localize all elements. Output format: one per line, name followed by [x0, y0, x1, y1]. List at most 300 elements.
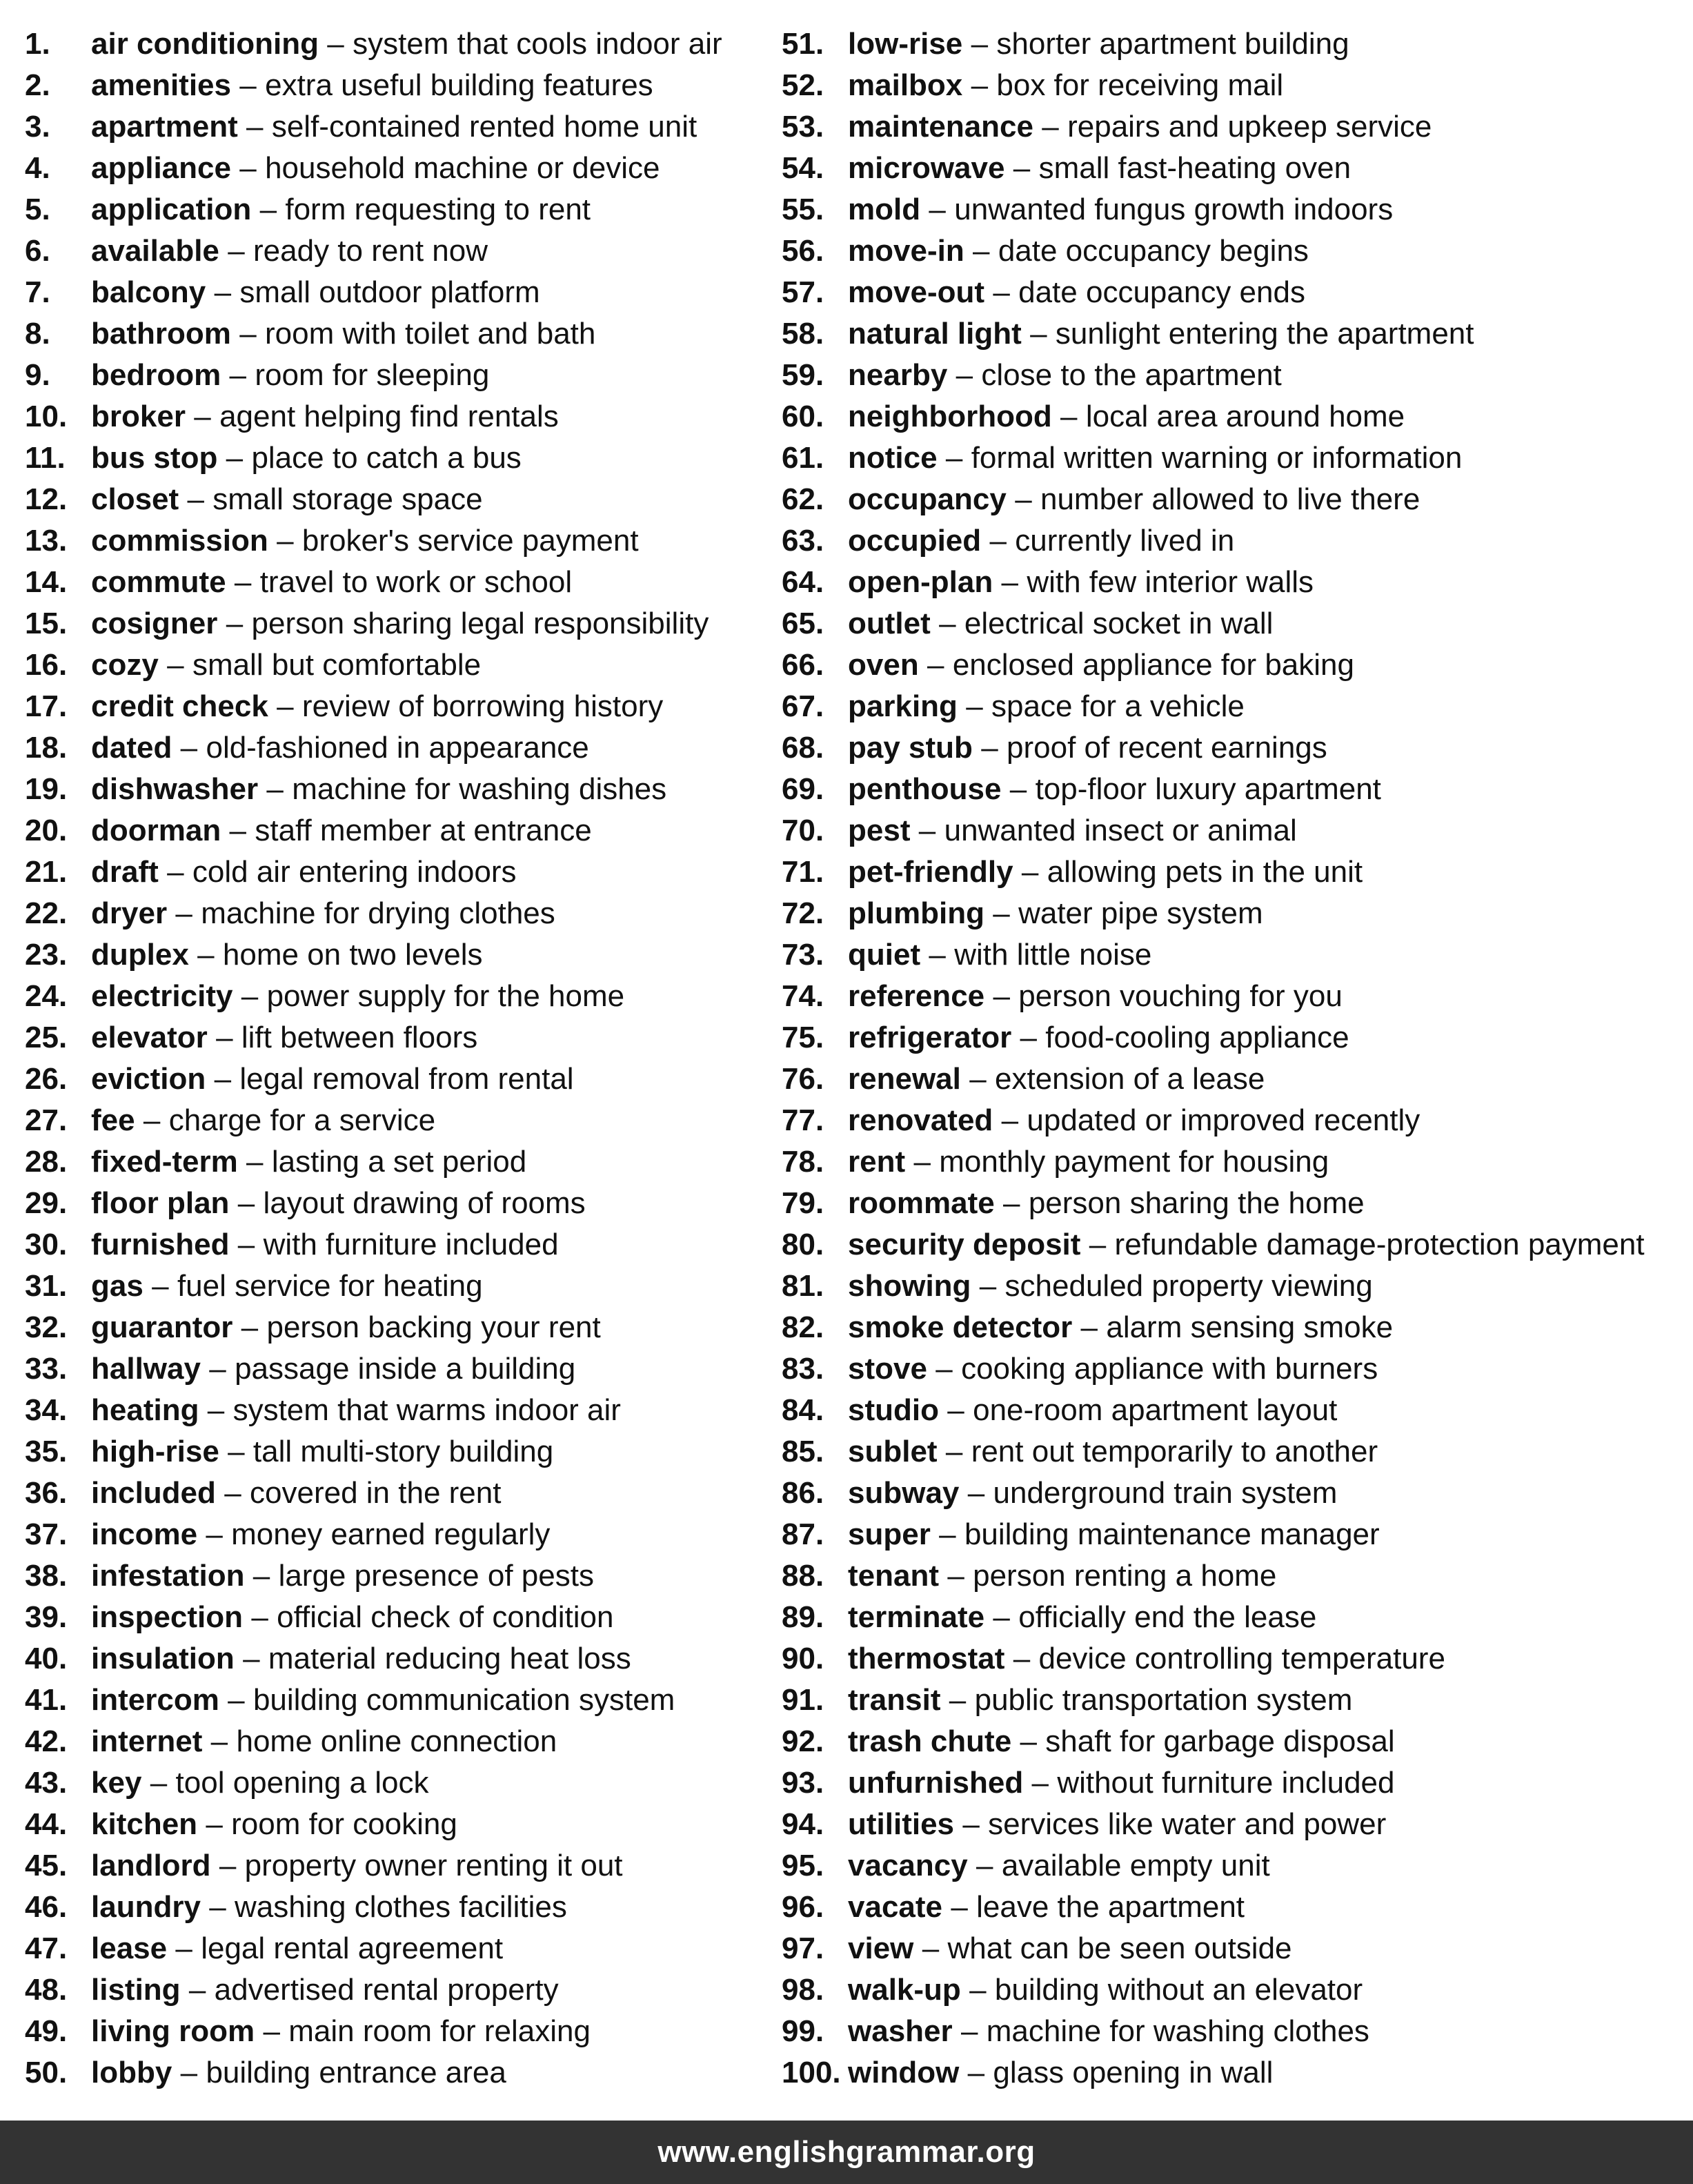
entry-separator: – [226, 441, 244, 475]
entry-separator: – [229, 814, 247, 847]
vocabulary-entry [782, 1514, 1679, 1555]
vocabulary-entry [782, 1638, 1679, 1680]
entry-term: lease [91, 1931, 168, 1965]
entry-definition: updated or improved recently [1027, 1103, 1420, 1137]
vocabulary-entry [25, 603, 770, 645]
entry-separator: – [967, 1476, 985, 1510]
entry-separator: – [927, 648, 944, 682]
entry-separator: – [1030, 317, 1047, 351]
entry-term: roommate [848, 1186, 995, 1220]
entry-definition: shaft for garbage disposal [1045, 1724, 1395, 1758]
entry-separator: – [241, 979, 259, 1013]
entry-term: studio [848, 1393, 939, 1427]
entry-term: dryer [91, 896, 168, 930]
entry-number: 67. [782, 689, 824, 723]
entry-term: hallway [91, 1352, 201, 1386]
vocabulary-column-right [782, 23, 1679, 2094]
entry-number: 98. [782, 1973, 824, 2007]
entry-number: 64. [782, 565, 824, 599]
entry-term: infestation [91, 1559, 245, 1593]
entry-separator: – [210, 1724, 228, 1758]
entry-separator: – [993, 896, 1010, 930]
vocabulary-entry [25, 727, 770, 769]
entry-term: rent [848, 1145, 906, 1179]
entry-term: refrigerator [848, 1021, 1012, 1054]
entry-term: bus stop [91, 441, 218, 475]
entry-definition: old-fashioned in appearance [206, 731, 589, 765]
entry-term: floor plan [91, 1186, 230, 1220]
entry-separator: – [219, 1849, 237, 1882]
entry-definition: space for a vehicle [991, 689, 1245, 723]
entry-definition: scheduled property viewing [1004, 1269, 1373, 1303]
entry-separator: – [989, 524, 1007, 558]
vocabulary-entry [782, 23, 1679, 65]
entry-separator: – [993, 1600, 1010, 1634]
entry-definition: charge for a service [168, 1103, 436, 1137]
entry-term: apartment [91, 110, 238, 144]
entry-definition: staff member at entrance [255, 814, 592, 847]
entry-separator: – [993, 979, 1010, 1013]
vocabulary-entry [25, 1804, 770, 1845]
entry-number: 65. [782, 607, 824, 640]
entry-number: 78. [782, 1145, 824, 1179]
vocabulary-entry [25, 852, 770, 893]
entry-term: living room [91, 2014, 255, 2048]
entry-term: pest [848, 814, 911, 847]
vocabulary-entry [782, 106, 1679, 148]
entry-number: 72. [782, 896, 824, 930]
entry-separator: – [956, 358, 973, 392]
entry-term: parking [848, 689, 958, 723]
entry-definition: room for sleeping [255, 358, 490, 392]
entry-number: 55. [782, 193, 824, 226]
entry-term: terminate [848, 1600, 985, 1634]
entry-separator: – [993, 275, 1010, 309]
vocabulary-entry [782, 148, 1679, 189]
entry-term: penthouse [848, 772, 1002, 806]
entry-term: income [91, 1517, 198, 1551]
entry-separator: – [175, 1931, 192, 1965]
entry-separator: – [922, 1931, 940, 1965]
entry-definition: available empty unit [1001, 1849, 1270, 1882]
vocabulary-entry [782, 645, 1679, 686]
entry-number: 17. [25, 689, 68, 723]
entry-separator: – [979, 1269, 997, 1303]
vocabulary-entry [782, 603, 1679, 645]
entry-separator: – [152, 1269, 169, 1303]
entry-separator: – [1021, 855, 1039, 889]
entry-number: 95. [782, 1849, 824, 1882]
entry-separator: – [228, 234, 245, 268]
entry-term: neighborhood [848, 400, 1052, 433]
entry-term: eviction [91, 1062, 206, 1096]
entry-separator: – [228, 1435, 245, 1468]
entry-number: 5. [25, 193, 50, 226]
entry-term: inspection [91, 1600, 244, 1634]
entry-term: notice [848, 441, 938, 475]
entry-definition: advertised rental property [214, 1973, 559, 2007]
entry-number: 24. [25, 979, 68, 1013]
entry-definition: number allowed to live there [1040, 482, 1420, 516]
entry-number: 1. [25, 27, 50, 61]
entry-definition: person vouching for you [1018, 979, 1343, 1013]
vocabulary-entry [25, 769, 770, 810]
entry-definition: room with toilet and bath [265, 317, 596, 351]
entry-number: 12. [25, 482, 68, 516]
entry-definition: repairs and upkeep service [1067, 110, 1432, 144]
entry-definition: material reducing heat loss [268, 1642, 631, 1675]
entry-number: 70. [782, 814, 824, 847]
entry-term: available [91, 234, 219, 268]
entry-number: 94. [782, 1807, 824, 1841]
entry-term: subway [848, 1476, 960, 1510]
entry-definition: official check of condition [277, 1600, 614, 1634]
entry-definition: glass opening in wall [993, 2056, 1274, 2089]
entry-term: thermostat [848, 1642, 1005, 1675]
entry-separator: – [929, 938, 946, 972]
vocabulary-entry [25, 1887, 770, 1928]
entry-number: 30. [25, 1228, 68, 1261]
entry-definition: with little noise [954, 938, 1152, 972]
entry-definition: tall multi-story building [253, 1435, 554, 1468]
vocabulary-entry [25, 1514, 770, 1555]
entry-definition: self-contained rented home unit [271, 110, 697, 144]
entry-number: 6. [25, 234, 50, 268]
vocabulary-entry [25, 106, 770, 148]
entry-separator: – [214, 1062, 232, 1096]
entry-term: dishwasher [91, 772, 259, 806]
entry-definition: building entrance area [206, 2056, 506, 2089]
entry-number: 15. [25, 607, 68, 640]
vocabulary-entry [782, 1100, 1679, 1141]
entry-separator: – [241, 1310, 259, 1344]
entry-number: 21. [25, 855, 68, 889]
vocabulary-entry [782, 727, 1679, 769]
entry-definition: cold air entering indoors [192, 855, 517, 889]
entry-definition: leave the apartment [976, 1890, 1245, 1924]
entry-number: 8. [25, 317, 50, 351]
entry-definition: with few interior walls [1027, 565, 1314, 599]
entry-term: washer [848, 2014, 953, 2048]
entry-number: 61. [782, 441, 824, 475]
vocabulary-entry [25, 148, 770, 189]
entry-separator: – [1089, 1228, 1107, 1261]
vocabulary-entry [25, 934, 770, 976]
entry-definition: allowing pets in the unit [1047, 855, 1363, 889]
entry-separator: – [239, 317, 257, 351]
entry-number: 43. [25, 1766, 68, 1800]
vocabulary-entry [782, 1804, 1679, 1845]
entry-term: bathroom [91, 317, 231, 351]
entry-number: 13. [25, 524, 68, 558]
entry-definition: cooking appliance with burners [961, 1352, 1378, 1386]
entry-number: 81. [782, 1269, 824, 1303]
entry-definition: agent helping find rentals [219, 400, 559, 433]
entry-number: 4. [25, 151, 50, 185]
entry-definition: shorter apartment building [996, 27, 1349, 61]
entry-term: broker [91, 400, 186, 433]
vocabulary-entry [25, 1845, 770, 1887]
vocabulary-entry [782, 479, 1679, 520]
entry-term: move-out [848, 275, 984, 309]
entry-term: gas [91, 1269, 143, 1303]
entry-definition: water pipe system [1018, 896, 1263, 930]
entry-definition: without furniture included [1057, 1766, 1395, 1800]
entry-number: 20. [25, 814, 68, 847]
entry-number: 59. [782, 358, 824, 392]
vocabulary-entry [782, 1183, 1679, 1224]
entry-term: unfurnished [848, 1766, 1024, 1800]
entry-definition: underground train system [993, 1476, 1338, 1510]
entry-term: view [848, 1931, 914, 1965]
entry-separator: – [1013, 151, 1031, 185]
entry-number: 26. [25, 1062, 68, 1096]
entry-definition: person renting a home [973, 1559, 1277, 1593]
vocabulary-entry [782, 852, 1679, 893]
entry-number: 50. [25, 2056, 68, 2089]
vocabulary-entry [782, 1059, 1679, 1100]
entry-term: sublet [848, 1435, 938, 1468]
entry-number: 33. [25, 1352, 68, 1386]
vocabulary-entry [25, 1680, 770, 1721]
entry-separator: – [1080, 1310, 1098, 1344]
vocabulary-entry [782, 769, 1679, 810]
entry-separator: – [918, 814, 936, 847]
entry-definition: device controlling temperature [1038, 1642, 1445, 1675]
entry-term: super [848, 1517, 931, 1551]
vocabulary-entry [25, 230, 770, 272]
vocabulary-column-left [25, 23, 770, 2094]
entry-number: 100. [782, 2056, 841, 2089]
vocabulary-entry [782, 1969, 1679, 2011]
entry-number: 45. [25, 1849, 68, 1882]
entry-term: mailbox [848, 68, 963, 102]
entry-term: furnished [91, 1228, 230, 1261]
vocabulary-entry [782, 1928, 1679, 1969]
vocabulary-entry [782, 1390, 1679, 1431]
entry-number: 37. [25, 1517, 68, 1551]
entry-term: landlord [91, 1849, 211, 1882]
entry-separator: – [969, 1062, 987, 1096]
entry-definition: rent out temporarily to another [971, 1435, 1378, 1468]
entry-definition: ready to rent now [253, 234, 488, 268]
entry-term: vacancy [848, 1849, 968, 1882]
entry-number: 32. [25, 1310, 68, 1344]
vocabulary-entry [25, 1969, 770, 2011]
entry-definition: building without an elevator [994, 1973, 1363, 2007]
entry-number: 75. [782, 1021, 824, 1054]
entry-separator: – [209, 1890, 226, 1924]
entry-separator: – [1001, 565, 1018, 599]
entry-number: 93. [782, 1766, 824, 1800]
entry-definition: services like water and power [988, 1807, 1387, 1841]
entry-number: 51. [782, 27, 824, 61]
entry-term: cozy [91, 648, 159, 682]
entry-definition: public transportation system [974, 1683, 1353, 1717]
entry-number: 60. [782, 400, 824, 433]
entry-separator: – [1001, 1103, 1019, 1137]
entry-term: tenant [848, 1559, 939, 1593]
vocabulary-entry [25, 355, 770, 396]
entry-separator: – [207, 1393, 225, 1427]
footer-website-link[interactable]: www.englishgrammar.org [657, 2135, 1036, 2169]
entry-term: guarantor [91, 1310, 233, 1344]
entry-definition: close to the apartment [981, 358, 1282, 392]
vocabulary-entry [25, 1390, 770, 1431]
vocabulary-entry [25, 2011, 770, 2052]
entry-separator: – [167, 648, 184, 682]
vocabulary-entry [25, 1431, 770, 1473]
entry-separator: – [981, 731, 998, 765]
entry-separator: – [234, 565, 252, 599]
entry-number: 86. [782, 1476, 824, 1510]
vocabulary-entry [25, 1348, 770, 1390]
vocabulary-entry [782, 396, 1679, 437]
entry-definition: form requesting to rent [285, 193, 591, 226]
vocabulary-entry [782, 520, 1679, 562]
entry-definition: extension of a lease [994, 1062, 1265, 1096]
entry-term: utilities [848, 1807, 955, 1841]
entry-number: 85. [782, 1435, 824, 1468]
vocabulary-entry [25, 520, 770, 562]
entry-definition: tool opening a lock [175, 1766, 429, 1800]
vocabulary-entry [25, 1059, 770, 1100]
entry-definition: machine for washing clothes [986, 2014, 1369, 2048]
entry-separator: – [167, 855, 184, 889]
entry-number: 10. [25, 400, 68, 433]
entry-number: 79. [782, 1186, 824, 1220]
entry-separator: – [237, 1186, 255, 1220]
entry-definition: one-room apartment layout [973, 1393, 1338, 1427]
entry-definition: passage inside a building [235, 1352, 576, 1386]
entry-number: 83. [782, 1352, 824, 1386]
vocabulary-entry [25, 1638, 770, 1680]
entry-definition: broker's service payment [301, 524, 639, 558]
entry-definition: monthly payment for housing [939, 1145, 1329, 1179]
entry-definition: large presence of pests [278, 1559, 594, 1593]
entry-definition: power supply for the home [266, 979, 625, 1013]
vocabulary-entry [25, 2052, 770, 2094]
entry-term: transit [848, 1683, 941, 1717]
entry-definition: machine for washing dishes [292, 772, 667, 806]
entry-term: cosigner [91, 607, 218, 640]
entry-definition: currently lived in [1015, 524, 1235, 558]
entry-number: 58. [782, 317, 824, 351]
entry-separator: – [251, 1600, 268, 1634]
vocabulary-entry [25, 1224, 770, 1266]
entry-separator: – [1015, 482, 1032, 516]
entry-separator: – [187, 482, 204, 516]
entry-term: balcony [91, 275, 206, 309]
entry-definition: money earned regularly [231, 1517, 551, 1551]
entry-number: 40. [25, 1642, 68, 1675]
entry-term: amenities [91, 68, 231, 102]
entry-separator: – [962, 1807, 980, 1841]
vocabulary-entry [25, 1597, 770, 1638]
entry-separator: – [243, 1642, 260, 1675]
entry-definition: home on two levels [222, 938, 483, 972]
entry-term: walk-up [848, 1973, 961, 2007]
entry-definition: lasting a set period [271, 1145, 527, 1179]
vocabulary-entry [25, 1266, 770, 1307]
entry-separator: – [1031, 1766, 1049, 1800]
entry-definition: place to catch a bus [251, 441, 522, 475]
entry-separator: – [194, 400, 211, 433]
entry-definition: system that cools indoor air [353, 27, 722, 61]
entry-term: dated [91, 731, 172, 765]
entry-term: laundry [91, 1890, 201, 1924]
vocabulary-entry [782, 272, 1679, 313]
entry-definition: building maintenance manager [964, 1517, 1380, 1551]
vocabulary-entry [25, 1183, 770, 1224]
entry-definition: date occupancy begins [998, 234, 1309, 268]
entry-number: 71. [782, 855, 824, 889]
entry-term: commission [91, 524, 268, 558]
entry-term: kitchen [91, 1807, 198, 1841]
entry-separator: – [945, 441, 963, 475]
entry-separator: – [263, 2014, 280, 2048]
entry-separator: – [246, 1145, 264, 1179]
vocabulary-entry [25, 1100, 770, 1141]
entry-number: 35. [25, 1435, 68, 1468]
entry-term: insulation [91, 1642, 235, 1675]
entry-definition: enclosed appliance for baking [952, 648, 1354, 682]
vocabulary-entry [782, 1555, 1679, 1597]
entry-definition: unwanted insect or animal [944, 814, 1297, 847]
entry-definition: what can be seen outside [947, 1931, 1292, 1965]
entry-separator: – [216, 1021, 233, 1054]
entry-number: 92. [782, 1724, 824, 1758]
entry-term: internet [91, 1724, 203, 1758]
vocabulary-entry [782, 934, 1679, 976]
entry-definition: small outdoor platform [239, 275, 540, 309]
entry-term: renewal [848, 1062, 961, 1096]
entry-term: electricity [91, 979, 233, 1013]
entry-definition: travel to work or school [259, 565, 573, 599]
entry-definition: unwanted fungus growth indoors [954, 193, 1394, 226]
entry-definition: person sharing the home [1028, 1186, 1365, 1220]
entry-number: 48. [25, 1973, 68, 2007]
entry-number: 3. [25, 110, 50, 144]
entry-separator: – [224, 1476, 241, 1510]
entry-term: elevator [91, 1021, 208, 1054]
entry-definition: legal removal from rental [239, 1062, 574, 1096]
entry-number: 41. [25, 1683, 68, 1717]
entry-term: air conditioning [91, 27, 319, 61]
entry-separator: – [143, 1103, 161, 1137]
entry-number: 99. [782, 2014, 824, 2048]
vocabulary-entry [25, 645, 770, 686]
entry-definition: layout drawing of rooms [263, 1186, 586, 1220]
entry-number: 19. [25, 772, 68, 806]
entry-number: 52. [782, 68, 824, 102]
entry-definition: main room for relaxing [288, 2014, 591, 2048]
entry-term: appliance [91, 151, 231, 185]
entry-term: lobby [91, 2056, 172, 2089]
entry-separator: – [1003, 1186, 1020, 1220]
entry-term: high-rise [91, 1435, 219, 1468]
entry-definition: covered in the rent [250, 1476, 502, 1510]
entry-definition: building communication system [253, 1683, 675, 1717]
entry-definition: system that warms indoor air [232, 1393, 621, 1427]
entry-separator: – [239, 68, 257, 102]
vocabulary-entry [782, 1680, 1679, 1721]
vocabulary-entry [25, 1928, 770, 1969]
entry-term: trash chute [848, 1724, 1012, 1758]
entry-term: draft [91, 855, 159, 889]
entry-separator: – [1042, 110, 1059, 144]
entry-number: 49. [25, 2014, 68, 2048]
